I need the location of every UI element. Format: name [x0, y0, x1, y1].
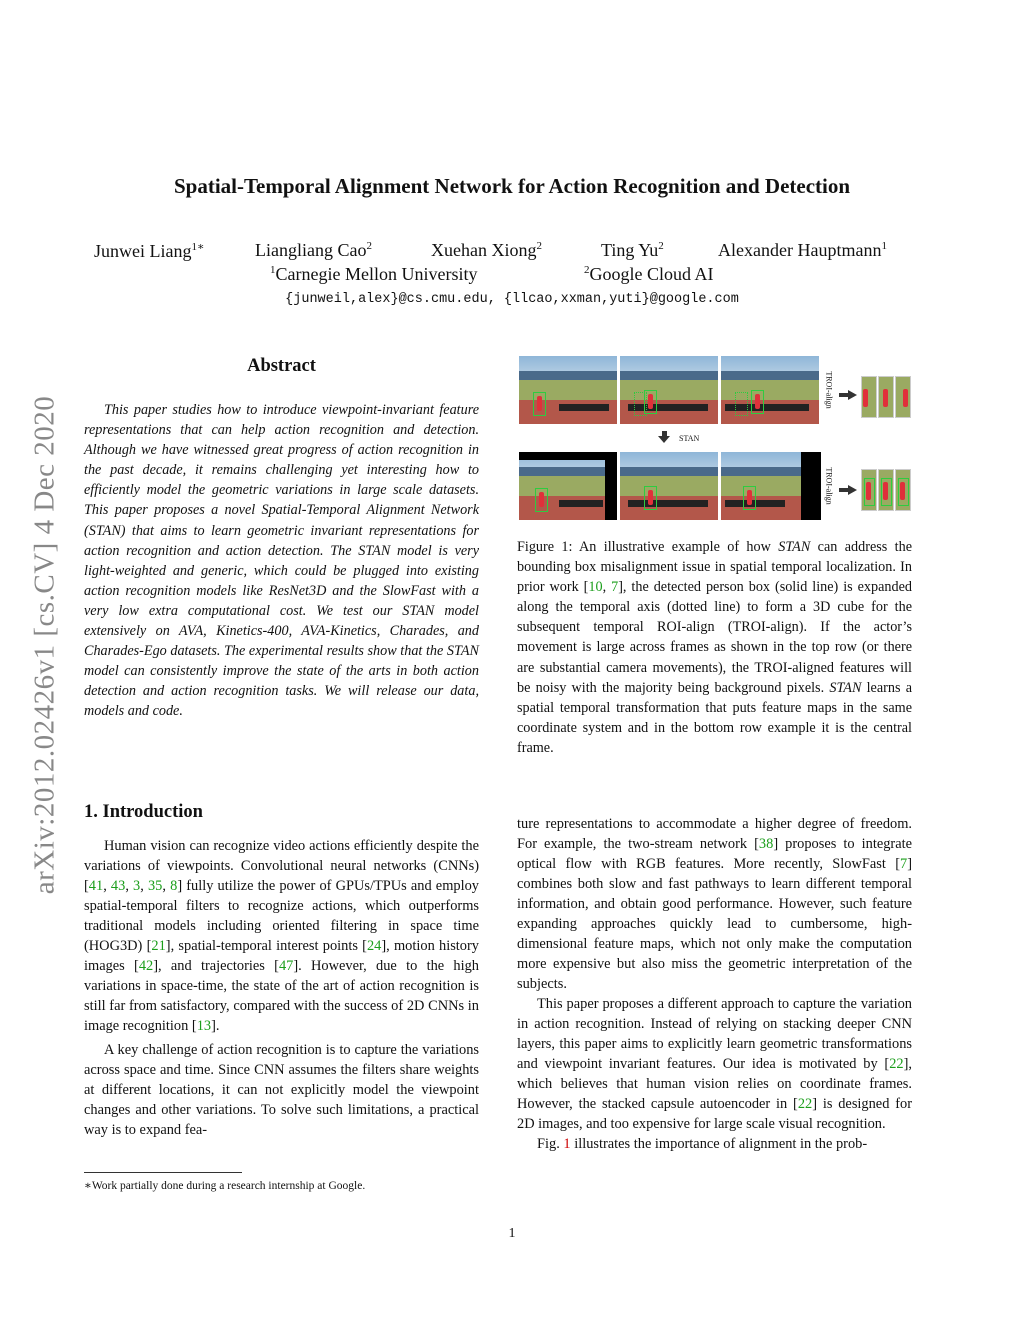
- text-run: ], spatial-temporal interest points [: [165, 938, 367, 954]
- text-run: can address the bounding box misalignment issue in spatial temporal localization. In prior work [: [517, 539, 912, 596]
- footnote: ∗Work partially done during a research internship at Google.: [84, 1180, 366, 1192]
- citation-link[interactable]: 7: [900, 856, 908, 872]
- text-run: ], the detected person box (solid line) is expanded along the temporal axis (dotted line) to form a 3D cube for the subsequent temporal ROI-align (TROI-align). If the actor’s movement is large across frames as shown in the top row (or there are substantial camera movements), the TROI-aligned features will be noisy with the majority being background pixels.: [517, 579, 912, 696]
- author-2: Liangliang Cao$^2$: [255, 240, 372, 260]
- text-run: A key challenge of action recognition is to capture the variations across space and time. Since CNN assumes the filters share weights at different locations, it can not explicitly model the viewpoint changes and other variations. To solve such limitations, a practical way is to expand fea-: [84, 1042, 479, 1138]
- intro-paragraph: [84, 1040, 479, 1140]
- author-1: Junwei Liang$^{1∗}$: [94, 241, 205, 261]
- text-run: ] combines both slow and fast pathways to learn different temporal information, and obtain good performance. However, such feature expanding approaches quickly lead to cumbersome, high-dimensional feature maps, which not only make the computation more expensive but also miss the geometric interpretation of the subjects.: [517, 856, 912, 992]
- figure-1: [517, 354, 917, 526]
- citation-link[interactable]: 3: [133, 878, 141, 894]
- citation-link[interactable]: 35: [147, 878, 163, 894]
- author-emails: {junweil,alex}@cs.cmu.edu, {llcao,xxman,yuti}@google.com: [285, 292, 739, 307]
- citation-link[interactable]: 8: [170, 878, 178, 894]
- citation-link[interactable]: 24: [366, 938, 382, 954]
- citation-link[interactable]: 10: [588, 579, 603, 596]
- black-border: [801, 452, 821, 520]
- citation-link[interactable]: 38: [758, 836, 774, 852]
- author-5: Alexander Hauptmann$^1$: [718, 240, 887, 260]
- abstract-heading: Abstract: [247, 356, 316, 376]
- italic-text: STAN: [829, 679, 862, 696]
- citation-link[interactable]: 13: [196, 1018, 212, 1034]
- intro-paragraph: [517, 994, 912, 1134]
- crop-thumbnail: [861, 376, 877, 418]
- troi-align-label-top: TROI-align: [824, 371, 834, 409]
- author-4: Ting Yu$^2$: [601, 240, 664, 260]
- text-run: ], motion history images [: [84, 938, 479, 974]
- video-frame-bottom-1: [519, 452, 617, 520]
- citation-link[interactable]: 7: [611, 579, 619, 596]
- text-run: ,: [140, 878, 148, 894]
- arxiv-stamp: arXiv:2012.02426v1 [cs.CV] 4 Dec 2020: [28, 395, 61, 895]
- intro-column-right: [517, 814, 912, 1154]
- crop-thumbnail: [895, 469, 911, 511]
- crop-thumbnail: [895, 376, 911, 418]
- intro-paragraph: [84, 836, 479, 1036]
- text-run: illustrates the importance of alignment in the prob-: [570, 1136, 868, 1152]
- citation-link[interactable]: 21: [151, 938, 166, 954]
- citation-link[interactable]: 47: [278, 958, 294, 974]
- figure-1-caption: [517, 537, 912, 758]
- text-run: ].: [211, 1018, 220, 1034]
- video-frame-top-1: [519, 356, 617, 424]
- crop-thumbnail: [861, 469, 877, 511]
- text-run: This paper proposes a different approach to capture the variation in action recognition. Instead of relying on stacking deeper CNN layers, this paper aims to explicitly learn geometric transformations and viewpoint invariant features. Our idea is motivated by [: [517, 996, 912, 1072]
- citation-link[interactable]: 22: [797, 1096, 813, 1112]
- text-run: ] fully utilize the power of GPUs/TPUs and employ spatial-temporal filters to recognize actions, which outperforms traditional models including oriented filtering in space time (HOG3D) [: [84, 878, 479, 954]
- text-run: ,: [602, 579, 612, 596]
- video-frame-bottom-2: [620, 452, 718, 520]
- video-frame-top-2: [620, 356, 718, 424]
- video-frame-top-3: [721, 356, 819, 424]
- intro-paragraph: [517, 814, 912, 994]
- citation-link[interactable]: 43: [110, 878, 126, 894]
- section-heading-introduction: 1. Introduction: [84, 802, 203, 822]
- figure-ref-link[interactable]: 1: [563, 1136, 571, 1152]
- footnote-rule: [84, 1172, 242, 1173]
- italic-text: STAN: [778, 539, 811, 555]
- intro-paragraph: [517, 1134, 912, 1154]
- text-run: Fig.: [537, 1136, 564, 1152]
- text-run: ,: [125, 878, 134, 894]
- down-arrow-icon: [658, 436, 670, 443]
- citation-link[interactable]: 41: [88, 878, 104, 894]
- page-number: 1: [508, 1226, 516, 1241]
- text-run: ture representations to accommodate a higher degree of freedom. For example, the two-stream network [: [517, 816, 912, 852]
- stan-label: STAN: [679, 434, 700, 443]
- text-run: ,: [162, 878, 171, 894]
- arrow-icon: [848, 390, 857, 400]
- text-run: ], and trajectories [: [153, 958, 279, 974]
- troi-align-label-bottom: TROI-align: [824, 467, 834, 505]
- text-run: Figure 1: An illustrative example of how: [517, 539, 779, 555]
- text-run: ] is designed for 2D images, and too expensive for large scale visual recognition.: [517, 1096, 912, 1132]
- affiliation-1: $^1$Carnegie Mellon University: [270, 264, 478, 284]
- text-run: ]. However, due to the high variations in space-time, the state of the art of action recognition is still far from satisfactory, compared with the success of 2D CNNs in image recognition [: [84, 958, 480, 1034]
- text-run: ,: [103, 878, 111, 894]
- abstract-text: This paper studies how to introduce viewpoint-invariant feature representations that can help action recognition and detection. Although we have witnessed great progress of action recognition in the past decade, it remains challenging yet interesting how to efficiently model the geometric variations in large scale datasets. This paper proposes a novel Spatial-Temporal Alignment Network (STAN) that aims to learn geometric invariant representations for action recognition and action detection. The STAN model is very light-weighted and generic, which could be plugged into existing action recognition models like ResNet3D and the SlowFast with a very low extra computational cost. We test our STAN model extensively on AVA, Kinetics-400, AVA-Kinetics, Charades, and Charades-Ego datasets. The experimental results show that the STAN model can consistently improve the state of the arts in both action detection and action recognition tasks. We will release our data, models and code.: [84, 402, 479, 720]
- citation-link[interactable]: 22: [889, 1056, 904, 1072]
- text-run: ], which believes that human vision relies on coordinate frames. However, the stacked capsule autoencoder in [: [517, 1056, 912, 1112]
- author-3: Xuehan Xiong$^2$: [431, 240, 542, 260]
- affiliation-2: $^2$Google Cloud AI: [584, 264, 714, 284]
- intro-column-left: [84, 836, 479, 1140]
- crop-thumbnail: [878, 469, 894, 511]
- text-run: ] proposes to integrate optical flow with RGB features. More recently, SlowFast [: [517, 836, 912, 872]
- paper-title: Spatial-Temporal Alignment Network for Action Recognition and Detection: [173, 174, 851, 198]
- arrow-icon: [848, 485, 857, 495]
- text-run: Human vision can recognize video actions efficiently despite the variations of viewpoints. Convolutional neural networks (CNNs) [: [84, 838, 479, 894]
- crop-thumbnail: [878, 376, 894, 418]
- citation-link[interactable]: 42: [138, 958, 154, 974]
- text-run: learns a spatial temporal transformation that puts feature maps in the same coordinate system and in the bottom row example it is the central frame.: [517, 679, 912, 756]
